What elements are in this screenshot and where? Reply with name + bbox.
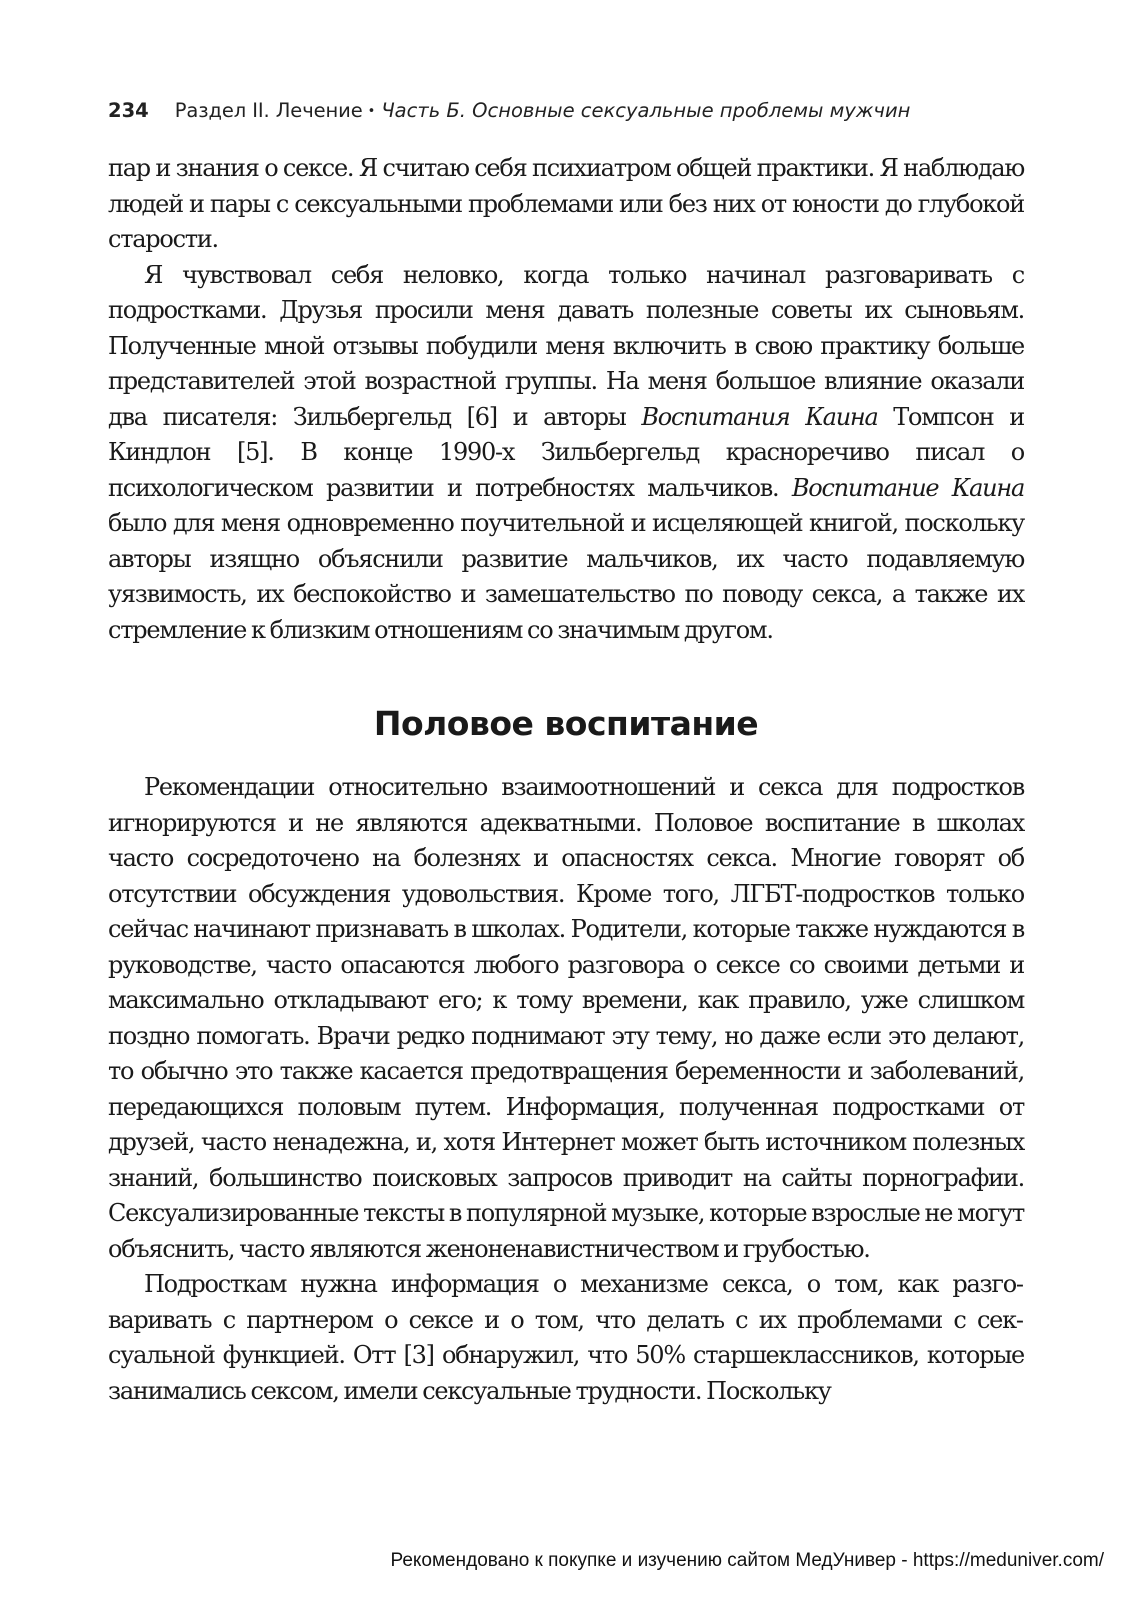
bullet-separator-icon: •	[367, 104, 376, 119]
page-number: 234	[108, 99, 149, 122]
paragraph-books	[108, 258, 1024, 649]
paragraph-teen-needs: Подросткам нужна информация о механизме секса, о том, как разговаривать с партнером о сексе и о том, что делать с их проблемами с сексуальной функцией. Отт [3] обнаружил, что 50% старшеклассников, которые занимались сексом, имели сексуальные трудности. Поскольку	[108, 1270, 1024, 1405]
footer-watermark: Рекомендовано к покупке и изучению сайтом МедУнивер - https://meduniver.com/	[390, 1550, 1104, 1571]
book-page	[108, 96, 1024, 1409]
paragraph-sex-education: Рекомендации относительно взаимоотношений и секса для подростков игнорируются и не являются адекватными. Половое воспитание в школах часто сосредоточено на болезнях и опасностях секса. Многие говорят об отсутствии обсуждения удовольствия. Кроме того, ЛГБТ-подростков только сейчас начинают признавать в школах. Родители, которые также нуждаются в руководстве, часто опасаются любого разговора о сексе со своими детьми и максимально откладывают его; к тому времени, как правило, уже слишком поздно помогать. Врачи редко поднимают эту тему, но даже если это делают, то обычно это также касается предотвращения беременности и заболеваний, передающихся половым путем. Информация, полученная подростками от друзей, часто ненадежна, и, хотя Интернет может быть источником полезных знаний, большинство поисковых запросов приводит на сайты порнографии. Сексуализированные тексты в популярной музыке, которые взрослые не могут объяснить, часто являются женоненавистничеством и грубостью.	[108, 773, 1024, 1263]
part-title: Часть Б. Основные сексуальные проблемы мужчин	[381, 99, 911, 122]
paragraph-text: было для меня одновременно поучительной и исцеляющей книгой, поскольку авторы изящно объяснили развитие мальчиков, их часто подавляемую уязвимость, их беспокойство и замешательство по поводу секса, а также их стремление к близким отношениям со значимым другом.	[108, 509, 1024, 644]
section-heading: Половое воспитание	[373, 704, 759, 743]
running-head	[108, 96, 1024, 126]
book-title: Воспитания Каина	[641, 402, 878, 431]
paragraph-text: Томпсон и Киндлон [5]. В конце 1990-х Зильбергельд красноречиво писал о психологическом развитии и потребностях мальчиков.	[108, 402, 1025, 502]
paragraph-continuation: пар и знания о сексе. Я считаю себя психиатром общей практики. Я наблюдаю людей и пары с сексуальными проблемами или без них от юности до глубокой старости.	[108, 154, 1024, 253]
body-text-bottom	[108, 770, 1024, 1409]
paragraph-text: Я чувствовал себя неловко, когда только начинал разговаривать с подростками. Друзья просили меня давать полезные советы их сыновьям. Полученные мной отзывы побудили меня включить в свою практику больше представителей этой возрастной группы. На меня большое влияние оказали два писателя: Зильбергельд [6] и авторы	[108, 260, 1024, 431]
section-title: Раздел II. Лечение	[174, 99, 363, 122]
book-title: Воспитание Каина	[791, 473, 1024, 502]
body-text-top	[108, 151, 1024, 648]
